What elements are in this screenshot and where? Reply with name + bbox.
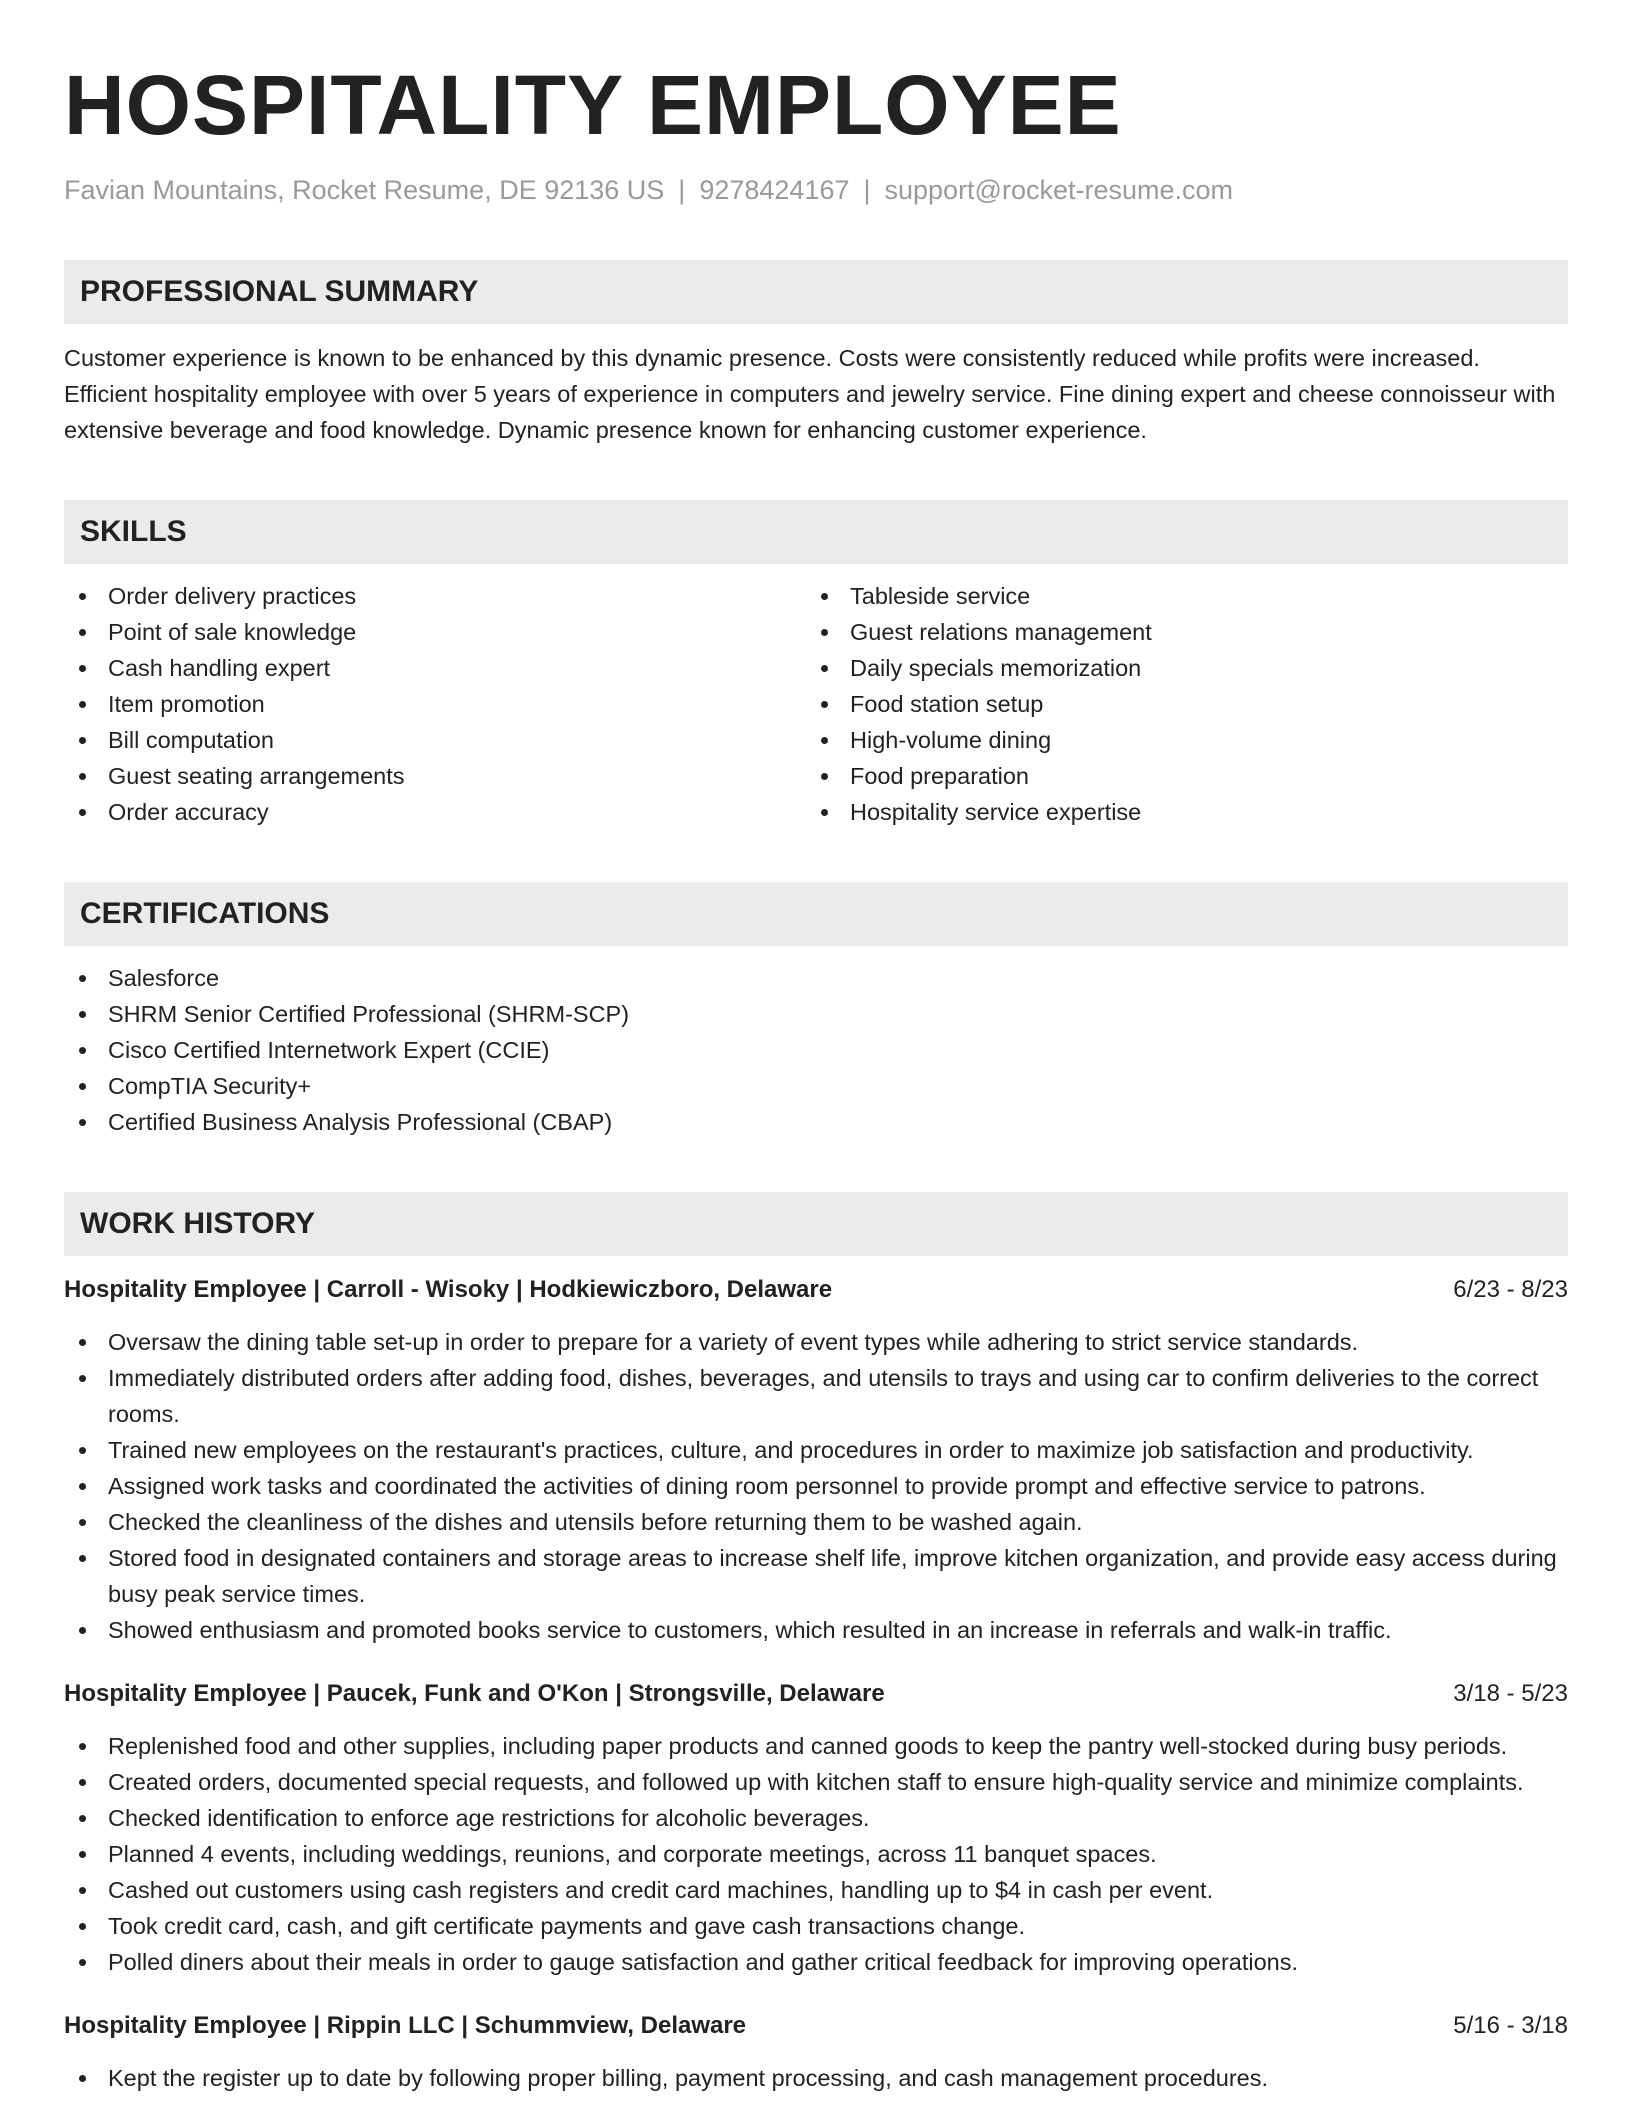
skills-columns (64, 578, 1568, 830)
job-entry (64, 1676, 1568, 1980)
job-bullet: Replenished food and other supplies, including paper products and canned goods to keep the pantry well-stocked during busy periods. (64, 1728, 1568, 1764)
certification-item: Certified Business Analysis Professional (CBAP) (64, 1104, 1568, 1140)
job-header (64, 1676, 1568, 1712)
skill-item: Guest relations management (806, 614, 1548, 650)
skill-item: Tableside service (806, 578, 1548, 614)
contact-separator: | (863, 175, 871, 205)
job-dates: 6/23 - 8/23 (1453, 1276, 1568, 1303)
job-bullet: Checked the cleanliness of the dishes and utensils before returning them to be washed again. (64, 1504, 1568, 1540)
summary-text: Customer experience is known to be enhanced by this dynamic presence. Costs were consistently reduced while profits were increased. Efficient hospitality employee with over 5 years of experience in computers and jewelry service. Fine dining expert and cheese connoisseur with extensive beverage and food knowledge. Dynamic presence known for enhancing customer experience. (64, 345, 1556, 443)
contact-email: support@rocket-resume.com (884, 175, 1234, 205)
certification-item: CompTIA Security+ (64, 1068, 1568, 1104)
candidate-name: HOSPITALITY EMPLOYEE (64, 58, 1122, 152)
job-bullet: Took credit card, cash, and gift certificate payments and gave cash transactions change. (64, 1908, 1568, 1944)
job-dates: 5/16 - 3/18 (1453, 2012, 1568, 2039)
contact-address: Favian Mountains, Rocket Resume, DE 92136 US (64, 175, 665, 205)
certification-item: Salesforce (64, 960, 1568, 996)
job-header (64, 1272, 1568, 1308)
skill-item: Daily specials memorization (806, 650, 1548, 686)
contact-separator: | (678, 175, 686, 205)
skill-item: Item promotion (64, 686, 806, 722)
skills-list-left (64, 578, 806, 830)
job-bullet: Checked identification to enforce age restrictions for alcoholic beverages. (64, 1800, 1568, 1836)
job-bullet: Oversaw the dining table set-up in order to prepare for a variety of event types while adhering to strict service standards. (64, 1324, 1568, 1360)
contact-phone: 9278424167 (699, 175, 850, 205)
job-bullet: Cashed out customers using cash registers and credit card machines, handling up to $4 in cash per event. (64, 1872, 1568, 1908)
skill-item: Point of sale knowledge (64, 614, 806, 650)
job-bullets (64, 2060, 1568, 2096)
job-bullets (64, 1324, 1568, 1648)
section-heading-certifications: CERTIFICATIONS (64, 882, 1568, 946)
job-title: Hospitality Employee | Paucek, Funk and O'Kon | Strongsville, Delaware (64, 1680, 885, 1707)
skill-item: Food preparation (806, 758, 1548, 794)
skill-item: Cash handling expert (64, 650, 806, 686)
job-entry (64, 1272, 1568, 1648)
job-entry (64, 2008, 1568, 2096)
job-bullet: Kept the register up to date by following proper billing, payment processing, and cash management procedures. (64, 2060, 1568, 2096)
job-bullet: Stored food in designated containers and storage areas to increase shelf life, improve kitchen organization, and provide easy access during busy peak service times. (64, 1540, 1568, 1612)
section-heading-skills: SKILLS (64, 500, 1568, 564)
job-dates: 3/18 - 5/23 (1453, 1680, 1568, 1707)
job-bullet: Assigned work tasks and coordinated the activities of dining room personnel to provide prompt and effective service to patrons. (64, 1468, 1568, 1504)
section-heading-work-history: WORK HISTORY (64, 1192, 1568, 1256)
job-title: Hospitality Employee | Carroll - Wisoky | Hodkiewiczboro, Delaware (64, 1276, 833, 1303)
skill-item: High-volume dining (806, 722, 1548, 758)
certification-item: SHRM Senior Certified Professional (SHRM-SCP) (64, 996, 1568, 1032)
certifications-list (64, 960, 1568, 1140)
skill-item: Guest seating arrangements (64, 758, 806, 794)
certification-item: Cisco Certified Internetwork Expert (CCIE) (64, 1032, 1568, 1068)
skill-item: Order delivery practices (64, 578, 806, 614)
skill-item: Order accuracy (64, 794, 806, 830)
skill-item: Food station setup (806, 686, 1548, 722)
section-heading-summary: PROFESSIONAL SUMMARY (64, 260, 1568, 324)
job-bullet: Created orders, documented special requests, and followed up with kitchen staff to ensure high-quality service and minimize complaints. (64, 1764, 1568, 1800)
job-bullet: Polled diners about their meals in order to gauge satisfaction and gather critical feedback for improving operations. (64, 1944, 1568, 1980)
skills-list-right (806, 578, 1548, 830)
job-bullet: Immediately distributed orders after adding food, dishes, beverages, and utensils to trays and using car to confirm deliveries to the correct rooms. (64, 1360, 1568, 1432)
contact-line (64, 172, 1568, 208)
job-bullet: Showed enthusiasm and promoted books service to customers, which resulted in an increase in referrals and walk-in traffic. (64, 1612, 1568, 1648)
job-title: Hospitality Employee | Rippin LLC | Schummview, Delaware (64, 2012, 747, 2039)
job-bullets (64, 1728, 1568, 1980)
skill-item: Bill computation (64, 722, 806, 758)
job-bullet: Planned 4 events, including weddings, reunions, and corporate meetings, across 11 banquet spaces. (64, 1836, 1568, 1872)
job-header (64, 2008, 1568, 2044)
job-bullet: Trained new employees on the restaurant's practices, culture, and procedures in order to maximize job satisfaction and productivity. (64, 1432, 1568, 1468)
skill-item: Hospitality service expertise (806, 794, 1548, 830)
